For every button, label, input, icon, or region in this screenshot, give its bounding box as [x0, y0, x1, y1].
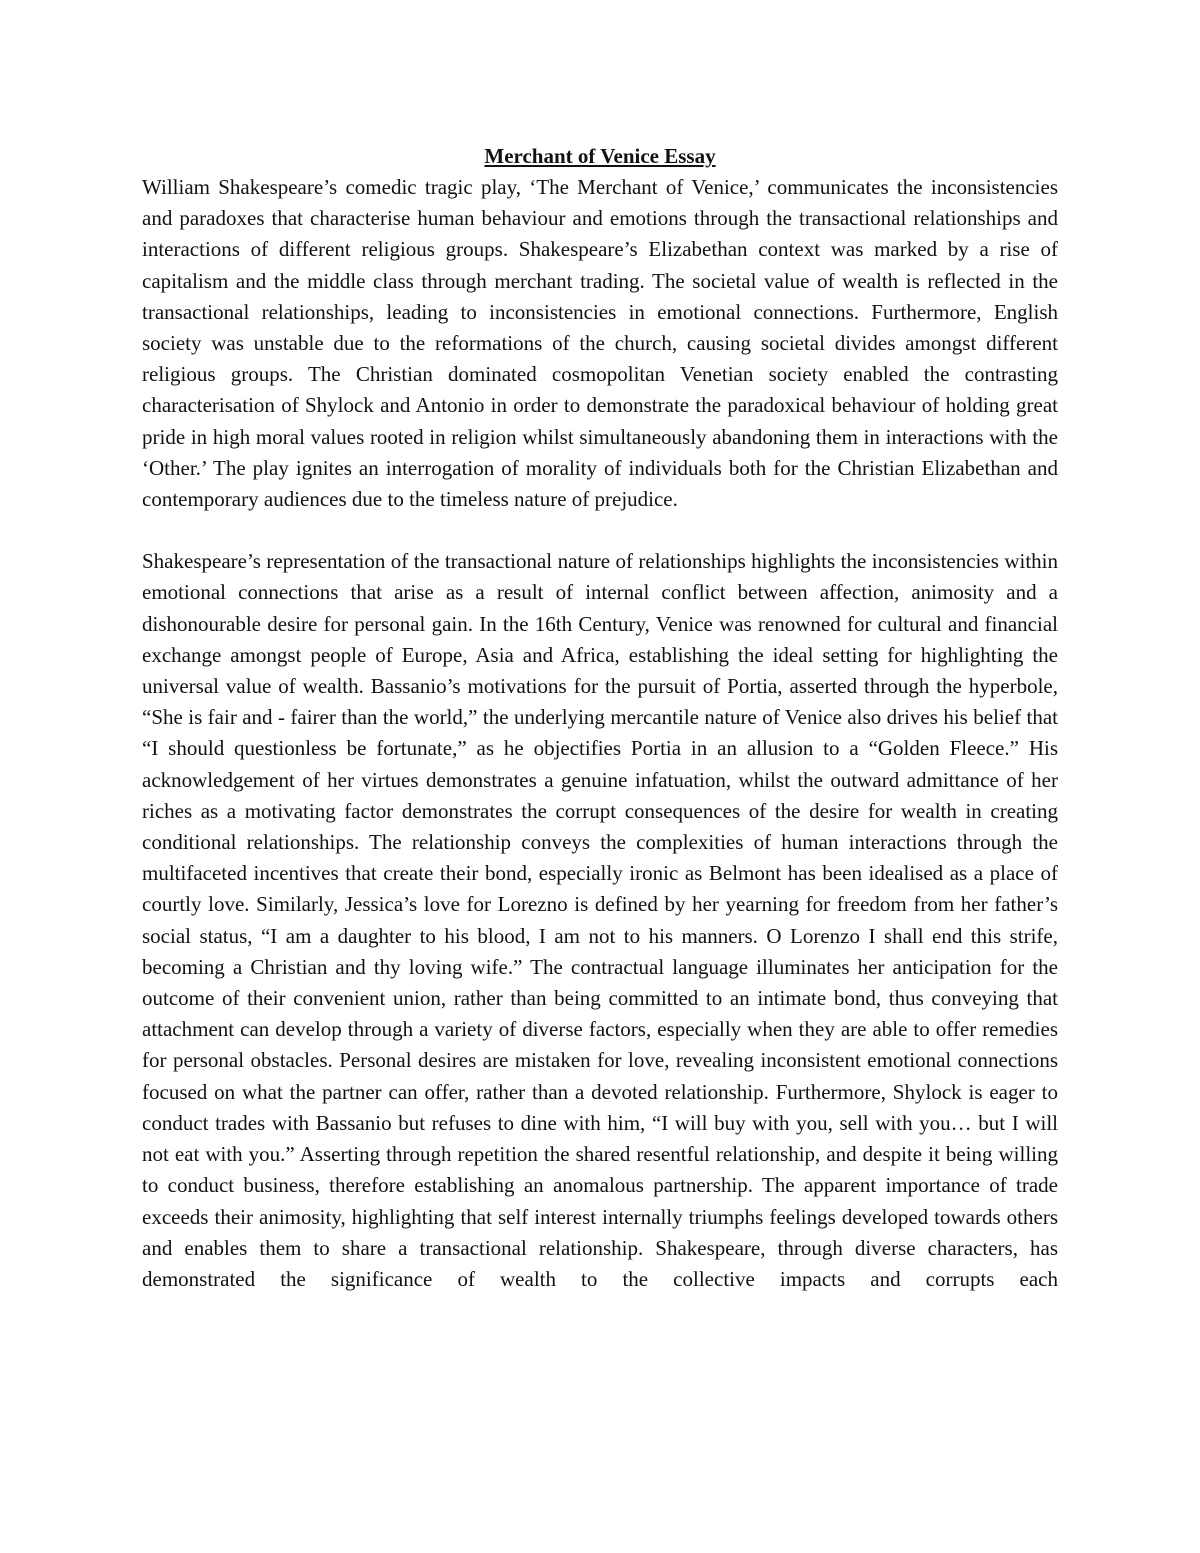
paragraph-body-1: Shakespeare’s representation of the transactional nature of relationships highlights the inconsistencies within emotional connections that arise as a result of internal conflict between affection, animosity and a dishonourable desire for personal gain. In the 16th Century, Venice was renowned for cultural and financial exchange amongst people of Europe, Asia and Africa, establishing the ideal setting for highlighting the universal value of wealth. Bassanio’s motivations for the pursuit of Portia, asserted through the hyperbole, “She is fair and - fairer than the world,” the underlying mercantile nature of Venice also drives his belief that “I should questionless be fortunate,” as he objectifies Portia in an allusion to a “Golden Fleece.” His acknowledgement of her virtues demonstrates a genuine infatuation, whilst the outward admittance of her riches as a motivating factor demonstrates the corrupt consequences of the desire for wealth in creating conditional relationships. The relationship conveys the complexities of human interactions through the multifaceted incentives that create their bond, especially ironic as Belmont has been idealised as a place of courtly love. Similarly, Jessica’s love for Lorezno is defined by her yearning for freedom from her father’s social status, “I am a daughter to his blood, I am not to his manners. O Lorenzo I shall end this strife, becoming a Christian and thy loving wife.” The contractual language illuminates her anticipation for the outcome of their convenient union, rather than being committed to an intimate bond, thus conveying that attachment can develop through a variety of diverse factors, especially when they are able to offer remedies for personal obstacles. Personal desires are mistaken for love, revealing inconsistent emotional connections focused on what the partner can offer, rather than a devoted relationship. Furthermore, Shylock is eager to conduct trades with Bassanio but refuses to dine with him, “I will buy with you, sell with you… but I will not eat with you.” Asserting through repetition the shared resentful relationship, and despite it being willing to conduct business, therefore establishing an anomalous partnership. The apparent importance of trade exceeds their animosity, highlighting that self interest internally triumphs feelings developed towards others and enables them to share a transactional relationship. Shakespeare, through diverse characters, has demonstrated the significance of wealth to the collective impacts and corrupts each: [142, 549, 1058, 1291]
essay-title: Merchant of Venice Essay: [484, 144, 716, 168]
document-page: [142, 141, 1058, 1295]
paragraph-introduction: William Shakespeare’s comedic tragic play, ‘The Merchant of Venice,’ communicates the inconsistencies and paradoxes that characterise human behaviour and emotions through the transactional relationships and interactions of different religious groups. Shakespeare’s Elizabethan context was marked by a rise of capitalism and the middle class through merchant trading. The societal value of wealth is reflected in the transactional relationships, leading to inconsistencies in emotional connections. Furthermore, English society was unstable due to the reformations of the church, causing societal divides amongst different religious groups. The Christian dominated cosmopolitan Venetian society enabled the contrasting characterisation of Shylock and Antonio in order to demonstrate the paradoxical behaviour of holding great pride in high moral values rooted in religion whilst simultaneously abandoning them in interactions with the ‘Other.’ The play ignites an interrogation of morality of individuals both for the Christian Elizabethan and contemporary audiences due to the timeless nature of prejudice.: [142, 175, 1058, 512]
